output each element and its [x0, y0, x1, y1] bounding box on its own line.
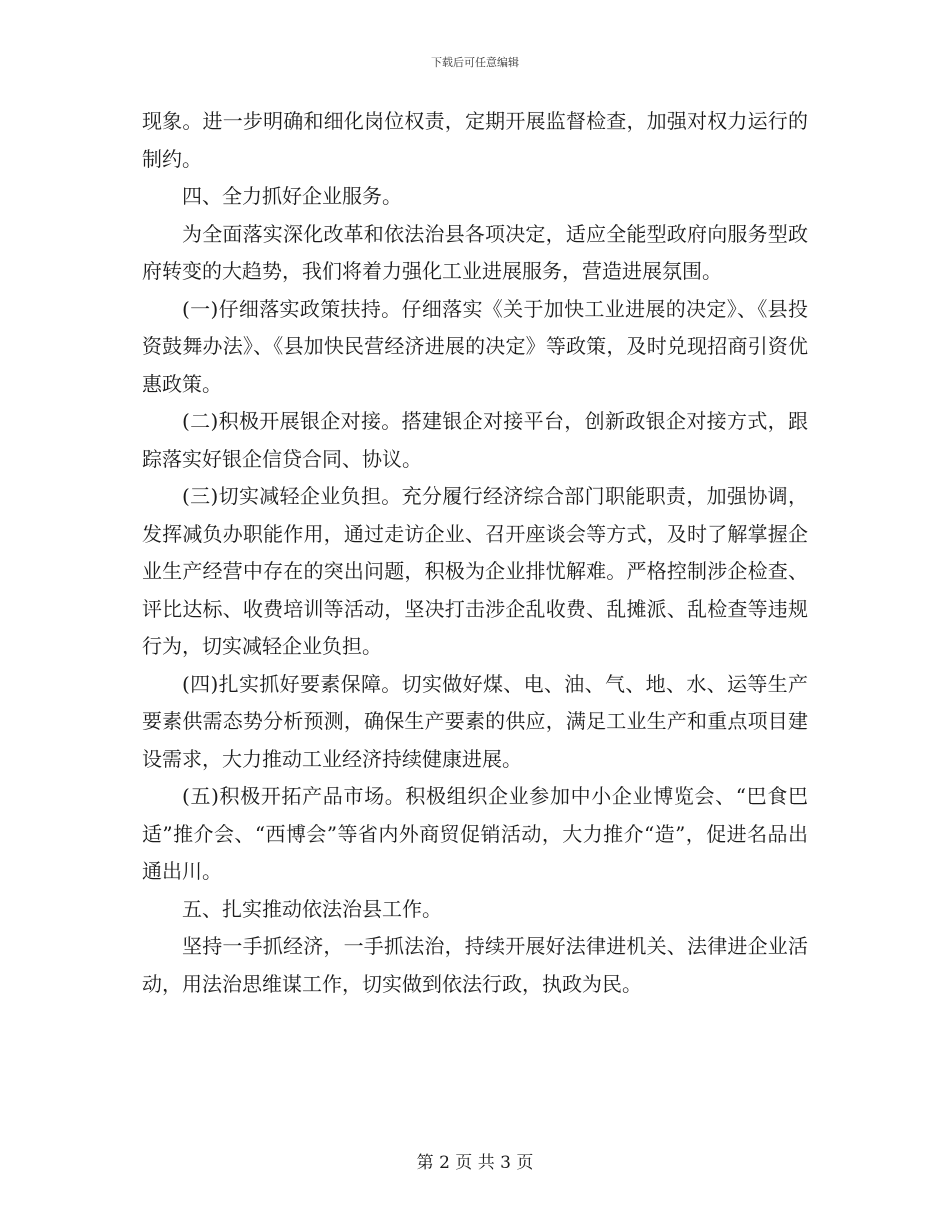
page-header: 下载后可任意编辑: [431, 56, 519, 69]
paragraph-intro: 为全面落实深化改革和依法治县各项决定，适应全能型政府向服务型政府转变的大趋势，我们将着力强化工业进展服务，营造进展氛围。: [142, 221, 808, 283]
paragraph-closing: 坚持一手抓经济，一手抓法治，持续开展好法律进机关、法律进企业活动，用法治思维谋工作，切实做到依法行政，执政为民。: [142, 934, 808, 996]
paragraph-item-2: (二)积极开展银企对接。搭建银企对接平台，创新政银企对接方式，跟踪落实好银企信贷合同、协议。: [142, 409, 808, 471]
document-body: [142, 103, 808, 1003]
paragraph-item-4: (四)扎实抓好要素保障。切实做好煤、电、油、气、地、水、运等生产要素供需态势分析预测，确保生产要素的供应，满足工业生产和重点项目建设需求，大力推动工业经济持续健康进展。: [142, 671, 808, 771]
paragraph-item-5: (五)积极开拓产品市场。积极组织企业参加中小企业博览会、“巴食巴适”推介会、“西博会”等省内外商贸促销活动，大力推介“造”，促进名品出通出川。: [142, 784, 808, 883]
page-footer: 第 2 页 共 3 页: [416, 1153, 534, 1173]
paragraph-continuation: 现象。进一步明确和细化岗位权责，定期开展监督检查，加强对权力运行的制约。: [142, 109, 808, 171]
paragraph-item-3: (三)切实减轻企业负担。充分履行经济综合部门职能职责，加强协调，发挥减负办职能作用，通过走访企业、召开座谈会等方式，及时了解掌握企业生产经营中存在的突出问题，积极为企业排忧解难。严格控制涉企检查、评比达标、收费培训等活动，坚决打击涉企乱收费、乱摊派、乱检查等违规行为，切实减轻企业负担。: [142, 484, 808, 658]
section-heading-4: 四、全力抓好企业服务。: [182, 184, 402, 208]
paragraph-item-1: (一)仔细落实政策扶持。仔细落实《关于加快工业进展的决定》、《县投资鼓舞办法》、《县加快民营经济进展的决定》等政策，及时兑现招商引资优惠政策。: [142, 296, 808, 396]
section-heading-5: 五、扎实推动依法治县工作。: [182, 896, 442, 921]
